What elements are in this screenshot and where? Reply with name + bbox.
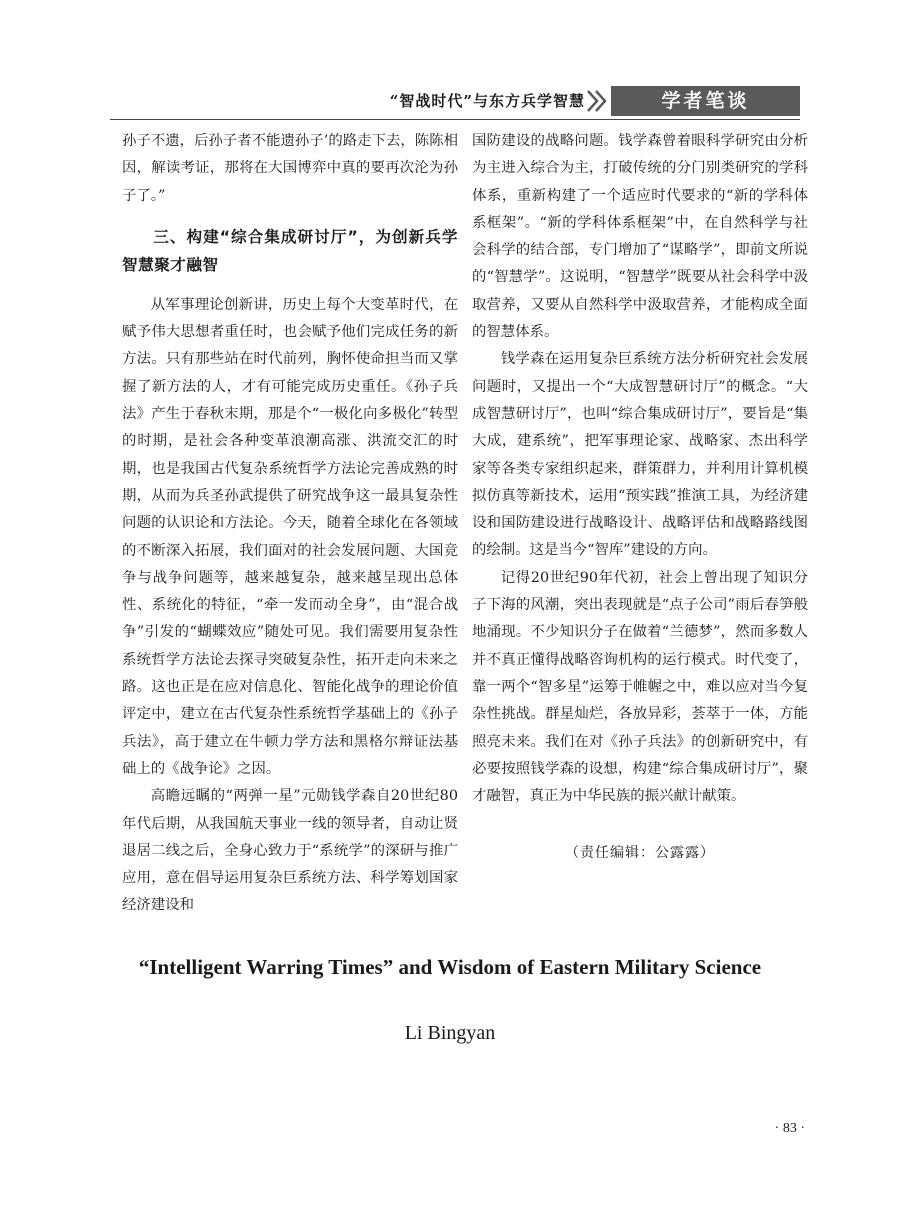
header-rule: [110, 119, 800, 120]
right-column: [472, 128, 808, 868]
page-number: · 83 ·: [774, 1121, 805, 1136]
running-header: [110, 86, 800, 116]
editor-credit: （责任编辑：公露露）: [565, 845, 715, 862]
header-subject: “智战时代”与东方兵学智慧: [389, 92, 585, 110]
right-paragraph-2: 钱学森在运用复杂巨系统方法分析研究社会发展问题时，又提出一个“大成智慧研讨厅”的概念。“大成智慧研讨厅”，也叫“综合集成研讨厅”，要旨是“集大成，建系统”，把军事理论家、战略家、杰出科学家等各类专家组织起来，群策群力，并利用计算机模拟仿真等新技术，运用“预实践”推演工具，为经济建设和国防建设进行战略设计、战略评估和战略路线图的绘制。这是当今“智库”建设的方向。: [472, 351, 808, 559]
left-column: [122, 128, 458, 920]
english-author: Li Bingyan: [404, 1022, 496, 1044]
left-paragraph-1: 孙子不遗，后孙子者不能遗孙子’的路走下去，陈陈相因，解读考证，那将在大国博弈中真的要再次沦为孙子了。”: [122, 133, 458, 204]
header-section-label: 学者笔谈: [611, 86, 800, 116]
right-paragraph-3: 记得20世纪90年代初，社会上曾出现了知识分子下海的风潮，突出表现就是“点子公司”雨后春笋般地涌现。不少知识分子在做着“兰德梦”，然而多数人并不真正懂得战略咨询机构的运行模式。时代变了，靠一两个“智多星”运筹于帷幄之中，难以应对当今复杂性挑战。群星灿烂，各放异彩，荟萃于一体，方能照亮未来。我们在对《孙子兵法》的创新研究中，有必要按照钱学森的设想，构建“综合集成研讨厅”，聚才融智，真正为中华民族的振兴献计献策。: [472, 569, 808, 805]
left-paragraph-3: 高瞻远瞩的“两弹一星”元勋钱学森自20世纪80年代后期，从我国航天事业一线的领导者，自动让贤退居二线之后，全身心致力于“系统学”的深研与推广应用，意在倡导运用复杂巨系统方法、科学筹划国家经济建设和: [122, 788, 458, 914]
double-chevron-right-icon: [585, 88, 611, 114]
english-title: “Intelligent Warring Times” and Wisdom of Eastern Military Science: [138, 955, 762, 979]
section-heading: 三、构建“综合集成研讨厅”，为创新兵学智慧聚才融智: [122, 227, 458, 274]
right-paragraph-1: 国防建设的战略问题。钱学森曾着眼科学研究由分析为主进入综合为主，打破传统的分门别类研究的学科体系，重新构建了一个适应时代要求的“新的学科体系框架”。“新的学科体系框架”中，在自然科学与社会科学的结合部，专门增加了“谋略学”，即前文所说的“智慧学”。这说明，“智慧学”既要从社会科学中汲取营养，又要从自然科学中汲取营养，才能构成全面的智慧体系。: [472, 133, 808, 341]
left-paragraph-2: 从军事理论创新讲，历史上每个大变革时代，在赋予伟大思想者重任时，也会赋予他们完成任务的新方法。只有那些站在时代前列，胸怀使命担当而又掌握了新方法的人，才有可能完成历史重任。《孙子兵法》产生于春秋末期，那是个“一极化向多极化”转型的时期，是社会各种变革浪潮高涨、洪流交汇的时期，也是我国古代复杂系统哲学方法论完善成熟的时期，从而为兵圣孙武提供了研究战争这一最具复杂性问题的认识论和方法论。今天，随着全球化在各领域的不断深入拓展，我们面对的社会发展问题、大国竞争与战争问题等，越来越复杂，越来越呈现出总体性、系统化的特征，“牵一发而动全身”，由“混合战争”引发的“蝴蝶效应”随处可见。我们需要用复杂性系统哲学方法论去探寻突破复杂性，拓开走向未来之路。这也正是在应对信息化、智能化战争的理论价值评定中，建立在古代复杂性系统哲学基础上的《孙子兵法》，高于建立在牛顿力学方法和黑格尔辩证法基础上的《战争论》之因。: [122, 296, 458, 777]
